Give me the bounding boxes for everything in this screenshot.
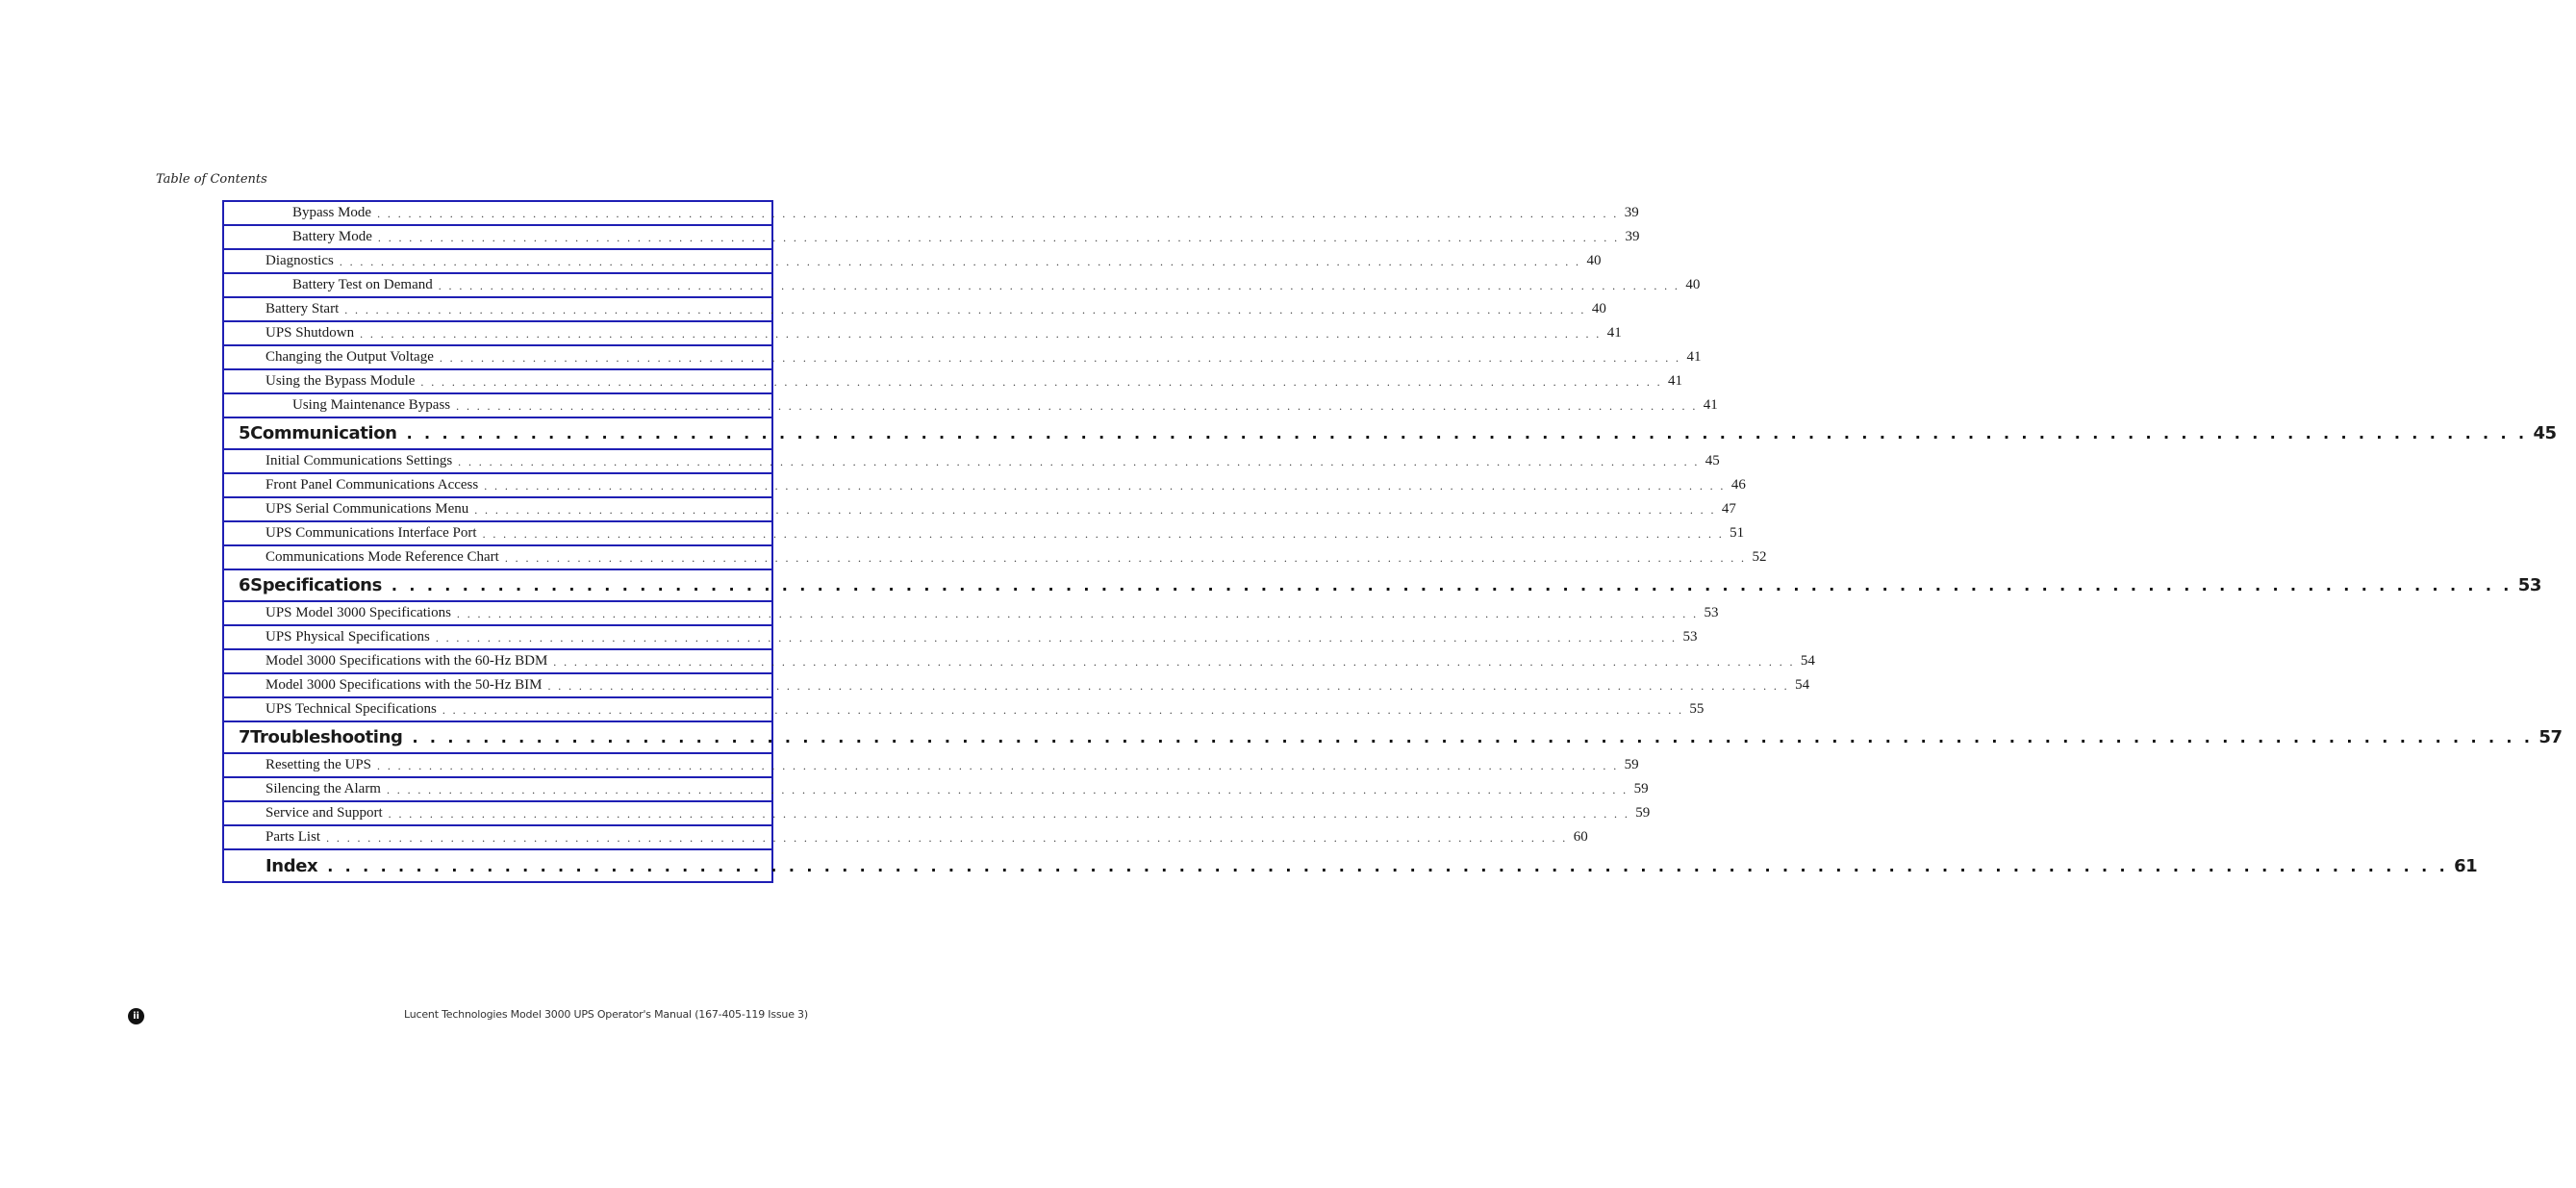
dot-leader: . . . . . . . . . . . . . . . . . . . . . . . . . . . . . . . . . . . . . . . . . . . . . . . . . . . . . . . . . . . . . . . . . . . . . . . . . . . . . . . . . . . . . . . . . . . . . . . . . . . . . . . . . . . . . . . . . . . . . . . .: [412, 728, 2534, 746]
dot-leader: . . . . . . . . . . . . . . . . . . . . . . . . . . . . . . . . . . . . . . . . . . . . . . . . . . . . . . . . . . . . . . . . . . . . . . . . . . . . . . . . . . . . . . . . . . . . . . . . . . . . . . . . . . . . . . . . . . . . . . . .: [547, 679, 1790, 693]
toc-page-number: 59: [1635, 805, 1651, 821]
toc-page-number: 61: [2454, 855, 2478, 876]
dot-leader: . . . . . . . . . . . . . . . . . . . . . . . . . . . . . . . . . . . . . . . . . . . . . . . . . . . . . . . . . . . . . . . . . . . . . . . . . . . . . . . . . . . . . . . . . . . . . . . . . . . . . . . . . . . . . . . . . . . . . . . .: [439, 351, 1681, 365]
dot-leader: . . . . . . . . . . . . . . . . . . . . . . . . . . . . . . . . . . . . . . . . . . . . . . . . . . . . . . . . . . . . . . . . . . . . . . . . . . . . . . . . . . . . . . . . . . . . . . . . . . . . . . . . . . . . . . . . . . . . . . . .: [458, 455, 1700, 468]
toc-entry-label: UPS Technical Specifications: [265, 701, 437, 717]
dot-leader: . . . . . . . . . . . . . . . . . . . . . . . . . . . . . . . . . . . . . . . . . . . . . . . . . . . . . . . . . . . . . . . . . . . . . . . . . . . . . . . . . . . . . . . . . . . . . . . . . . . . . . . . . . . . . . . . . . . . . . . .: [420, 375, 1663, 389]
dot-leader: . . . . . . . . . . . . . . . . . . . . . . . . . . . . . . . . . . . . . . . . . . . . . . . . . . . . . . . . . . . . . . . . . . . . . . . . . . . . . . . . . . . . . . . . . . . . . . . . . . . . . . . . . . . . . . . . . . . . . . . .: [388, 807, 1630, 821]
toc-entry-row[interactable]: [224, 754, 1639, 778]
toc-page-number: 53: [1682, 629, 1698, 645]
dot-leader: . . . . . . . . . . . . . . . . . . . . . . . . . . . . . . . . . . . . . . . . . . . . . . . . . . . . . . . . . . . . . . . . . . . . . . . . . . . . . . . . . . . . . . . . . . . . . . . . . . . . . . . . . . . . . . . . . . . . . . . .: [484, 479, 1726, 493]
toc-page-number: 54: [1800, 653, 1815, 669]
page-number-badge: ii: [128, 1008, 144, 1024]
toc-entry-label: Communication: [250, 423, 397, 443]
toc-entry-label: UPS Communications Interface Port: [265, 525, 477, 541]
toc-page-number: 41: [1668, 373, 1683, 389]
toc-page-number: 53: [2517, 575, 2542, 595]
toc-entry-row[interactable]: [224, 474, 1746, 498]
toc-entry-row[interactable]: [224, 226, 1640, 250]
dot-leader: . . . . . . . . . . . . . . . . . . . . . . . . . . . . . . . . . . . . . . . . . . . . . . . . . . . . . . . . . . . . . . . . . . . . . . . . . . . . . . . . . . . . . . . . . . . . . . . . . . . . . . . . . . . . . . . . . . . . . . . .: [391, 576, 2513, 594]
toc-entry-label: Parts List: [265, 829, 321, 845]
toc-entry-row[interactable]: [224, 322, 1622, 346]
toc-entry-label: Changing the Output Voltage: [265, 349, 434, 365]
dot-leader: . . . . . . . . . . . . . . . . . . . . . . . . . . . . . . . . . . . . . . . . . . . . . . . . . . . . . . . . . . . . . . . . . . . . . . . . . . . . . . . . . . . . . . . . . . . . . . . . . . . . . . . . . . . . . . . . . . . . . . . .: [327, 856, 2449, 875]
toc-entry-row[interactable]: [224, 802, 1651, 826]
dot-leader: . . . . . . . . . . . . . . . . . . . . . . . . . . . . . . . . . . . . . . . . . . . . . . . . . . . . . . . . . . . . . . . . . . . . . . . . . . . . . . . . . . . . . . . . . . . . . . . . . . . . . . . . . . . . . . . . . . . . . . . .: [377, 759, 1619, 772]
toc-entry-row[interactable]: [224, 250, 1602, 274]
toc-chapter-row[interactable]: [224, 722, 2563, 754]
dot-leader: . . . . . . . . . . . . . . . . . . . . . . . . . . . . . . . . . . . . . . . . . . . . . . . . . . . . . . . . . . . . . . . . . . . . . . . . . . . . . . . . . . . . . . . . . . . . . . . . . . . . . . . . . . . . . . . . . . . . . . . .: [442, 703, 1684, 717]
chapter-number: 7: [239, 727, 251, 747]
toc-entry-row[interactable]: [224, 626, 1698, 650]
toc-entry-label: Battery Mode: [292, 229, 372, 244]
toc-page-number: 59: [1624, 757, 1639, 772]
toc-entry-row[interactable]: [224, 522, 1745, 546]
dot-leader: . . . . . . . . . . . . . . . . . . . . . . . . . . . . . . . . . . . . . . . . . . . . . . . . . . . . . . . . . . . . . . . . . . . . . . . . . . . . . . . . . . . . . . . . . . . . . . . . . . . . . . . . . . . . . . . . . . . . . . . .: [326, 831, 1568, 845]
running-head-title: Table of Contents: [156, 172, 267, 187]
toc-entry-row[interactable]: [224, 546, 1767, 570]
toc-entry-row[interactable]: [224, 602, 1719, 626]
toc-chapter-row[interactable]: [224, 418, 2557, 450]
toc-chapter-row[interactable]: [224, 570, 2542, 602]
toc-entry-row[interactable]: [224, 346, 1702, 370]
dot-leader: . . . . . . . . . . . . . . . . . . . . . . . . . . . . . . . . . . . . . . . . . . . . . . . . . . . . . . . . . . . . . . . . . . . . . . . . . . . . . . . . . . . . . . . . . . . . . . . . . . . . . . . . . . . . . . . . . . . . . . . .: [339, 255, 1581, 268]
toc-page-number: 52: [1752, 549, 1767, 565]
toc-page-number: 45: [1705, 453, 1720, 468]
toc-entry-label: Service and Support: [265, 805, 383, 821]
footer-manual-title: Lucent Technologies Model 3000 UPS Operator's Manual (167-405-119 Issue 3): [404, 1008, 808, 1021]
toc-page-number: 40: [1591, 301, 1606, 316]
toc-page-number: 59: [1633, 781, 1649, 796]
toc-entry-label: Battery Test on Demand: [292, 277, 433, 292]
toc-entry-label: Diagnostics: [265, 253, 334, 268]
toc-entry-row[interactable]: [224, 650, 1815, 674]
chapter-number: 5: [239, 423, 251, 443]
toc-entry-label: Resetting the UPS: [265, 757, 372, 772]
toc-entry-label: Bypass Mode: [292, 205, 372, 220]
toc-page-number: 39: [1624, 205, 1639, 220]
toc-entry-label: Model 3000 Specifications with the 60-Hz BDM: [265, 653, 548, 669]
toc-entry-row[interactable]: [224, 370, 1683, 394]
toc-page-number: 45: [2533, 423, 2557, 443]
toc-entry-row[interactable]: [224, 450, 1720, 474]
table-of-contents: [222, 200, 2563, 883]
toc-entry-label: Communications Mode Reference Chart: [265, 549, 499, 565]
toc-page-number: 54: [1795, 677, 1810, 693]
dot-leader: . . . . . . . . . . . . . . . . . . . . . . . . . . . . . . . . . . . . . . . . . . . . . . . . . . . . . . . . . . . . . . . . . . . . . . . . . . . . . . . . . . . . . . . . . . . . . . . . . . . . . . . . . . . . . . . . . . . . . . . .: [553, 655, 1795, 669]
toc-entry-row[interactable]: [224, 202, 1639, 226]
toc-entry-label: UPS Shutdown: [265, 325, 355, 341]
toc-entry-label: Using Maintenance Bypass: [292, 397, 451, 413]
toc-page-number: 41: [1606, 325, 1622, 341]
toc-entry-label: UPS Serial Communications Menu: [265, 501, 469, 517]
toc-entry-row[interactable]: [224, 674, 1810, 698]
toc-entry-label: Troubleshooting: [250, 727, 403, 747]
toc-page-number: 41: [1703, 397, 1718, 413]
toc-entry-row[interactable]: [224, 298, 1606, 322]
toc-page-number: 40: [1586, 253, 1602, 268]
toc-entry-label: Specifications: [250, 575, 382, 595]
toc-page-number: 57: [2538, 727, 2563, 747]
toc-entry-label: Initial Communications Settings: [265, 453, 453, 468]
toc-index-row[interactable]: [224, 850, 2478, 883]
dot-leader: . . . . . . . . . . . . . . . . . . . . . . . . . . . . . . . . . . . . . . . . . . . . . . . . . . . . . . . . . . . . . . . . . . . . . . . . . . . . . . . . . . . . . . . . . . . . . . . . . . . . . . . . . . . . . . . . . . . . . . . .: [456, 607, 1699, 620]
dot-leader: . . . . . . . . . . . . . . . . . . . . . . . . . . . . . . . . . . . . . . . . . . . . . . . . . . . . . . . . . . . . . . . . . . . . . . . . . . . . . . . . . . . . . . . . . . . . . . . . . . . . . . . . . . . . . . . . . . . . . . . .: [474, 503, 1716, 517]
toc-page-number: 53: [1704, 605, 1719, 620]
toc-entry-label: Index: [265, 855, 318, 876]
toc-entry-label: Silencing the Alarm: [265, 781, 381, 796]
dot-leader: . . . . . . . . . . . . . . . . . . . . . . . . . . . . . . . . . . . . . . . . . . . . . . . . . . . . . . . . . . . . . . . . . . . . . . . . . . . . . . . . . . . . . . . . . . . . . . . . . . . . . . . . . . . . . . . . . . . . . . . .: [360, 327, 1602, 341]
toc-page-number: 55: [1689, 701, 1705, 717]
toc-entry-label: Using the Bypass Module: [265, 373, 416, 389]
toc-entry-label: Battery Start: [265, 301, 340, 316]
toc-entry-row[interactable]: [224, 394, 1718, 418]
dot-leader: . . . . . . . . . . . . . . . . . . . . . . . . . . . . . . . . . . . . . . . . . . . . . . . . . . . . . . . . . . . . . . . . . . . . . . . . . . . . . . . . . . . . . . . . . . . . . . . . . . . . . . . . . . . . . . . . . . . . . . . .: [344, 303, 1586, 316]
toc-entry-label: UPS Physical Specifications: [265, 629, 430, 645]
toc-page-number: 47: [1721, 501, 1736, 517]
toc-page-number: 39: [1625, 229, 1640, 244]
toc-entry-label: Model 3000 Specifications with the 50-Hz BIM: [265, 677, 543, 693]
toc-page-number: 51: [1730, 525, 1745, 541]
chapter-number: 6: [239, 575, 251, 595]
dot-leader: . . . . . . . . . . . . . . . . . . . . . . . . . . . . . . . . . . . . . . . . . . . . . . . . . . . . . . . . . . . . . . . . . . . . . . . . . . . . . . . . . . . . . . . . . . . . . . . . . . . . . . . . . . . . . . . . . . . . . . . .: [504, 551, 1747, 565]
dot-leader: . . . . . . . . . . . . . . . . . . . . . . . . . . . . . . . . . . . . . . . . . . . . . . . . . . . . . . . . . . . . . . . . . . . . . . . . . . . . . . . . . . . . . . . . . . . . . . . . . . . . . . . . . . . . . . . . . . . . . . . .: [377, 231, 1620, 244]
toc-entry-row[interactable]: [224, 698, 1705, 722]
toc-page-number: 41: [1686, 349, 1702, 365]
toc-entry-label: Front Panel Communications Access: [265, 477, 479, 493]
dot-leader: . . . . . . . . . . . . . . . . . . . . . . . . . . . . . . . . . . . . . . . . . . . . . . . . . . . . . . . . . . . . . . . . . . . . . . . . . . . . . . . . . . . . . . . . . . . . . . . . . . . . . . . . . . . . . . . . . . . . . . . .: [435, 631, 1678, 645]
toc-page-number: 60: [1573, 829, 1588, 845]
dot-leader: . . . . . . . . . . . . . . . . . . . . . . . . . . . . . . . . . . . . . . . . . . . . . . . . . . . . . . . . . . . . . . . . . . . . . . . . . . . . . . . . . . . . . . . . . . . . . . . . . . . . . . . . . . . . . . . . . . . . . . . .: [386, 783, 1629, 796]
toc-entry-row[interactable]: [224, 778, 1649, 802]
toc-entry-row[interactable]: [224, 826, 1588, 850]
toc-entry-row[interactable]: [224, 498, 1736, 522]
dot-leader: . . . . . . . . . . . . . . . . . . . . . . . . . . . . . . . . . . . . . . . . . . . . . . . . . . . . . . . . . . . . . . . . . . . . . . . . . . . . . . . . . . . . . . . . . . . . . . . . . . . . . . . . . . . . . . . . . . . . . . . .: [482, 527, 1725, 541]
dot-leader: . . . . . . . . . . . . . . . . . . . . . . . . . . . . . . . . . . . . . . . . . . . . . . . . . . . . . . . . . . . . . . . . . . . . . . . . . . . . . . . . . . . . . . . . . . . . . . . . . . . . . . . . . . . . . . . . . . . . . . . .: [377, 207, 1619, 220]
toc-entry-row[interactable]: [224, 274, 1701, 298]
dot-leader: . . . . . . . . . . . . . . . . . . . . . . . . . . . . . . . . . . . . . . . . . . . . . . . . . . . . . . . . . . . . . . . . . . . . . . . . . . . . . . . . . . . . . . . . . . . . . . . . . . . . . . . . . . . . . . . . . . . . . . . .: [438, 279, 1680, 292]
toc-entry-label: UPS Model 3000 Specifications: [265, 605, 451, 620]
dot-leader: . . . . . . . . . . . . . . . . . . . . . . . . . . . . . . . . . . . . . . . . . . . . . . . . . . . . . . . . . . . . . . . . . . . . . . . . . . . . . . . . . . . . . . . . . . . . . . . . . . . . . . . . . . . . . . . . . . . . . . . .: [456, 399, 1698, 413]
dot-leader: . . . . . . . . . . . . . . . . . . . . . . . . . . . . . . . . . . . . . . . . . . . . . . . . . . . . . . . . . . . . . . . . . . . . . . . . . . . . . . . . . . . . . . . . . . . . . . . . . . . . . . . . . . . . . . . . . . . . . . . .: [406, 424, 2528, 442]
toc-page-number: 40: [1685, 277, 1701, 292]
toc-page-number: 46: [1730, 477, 1746, 493]
